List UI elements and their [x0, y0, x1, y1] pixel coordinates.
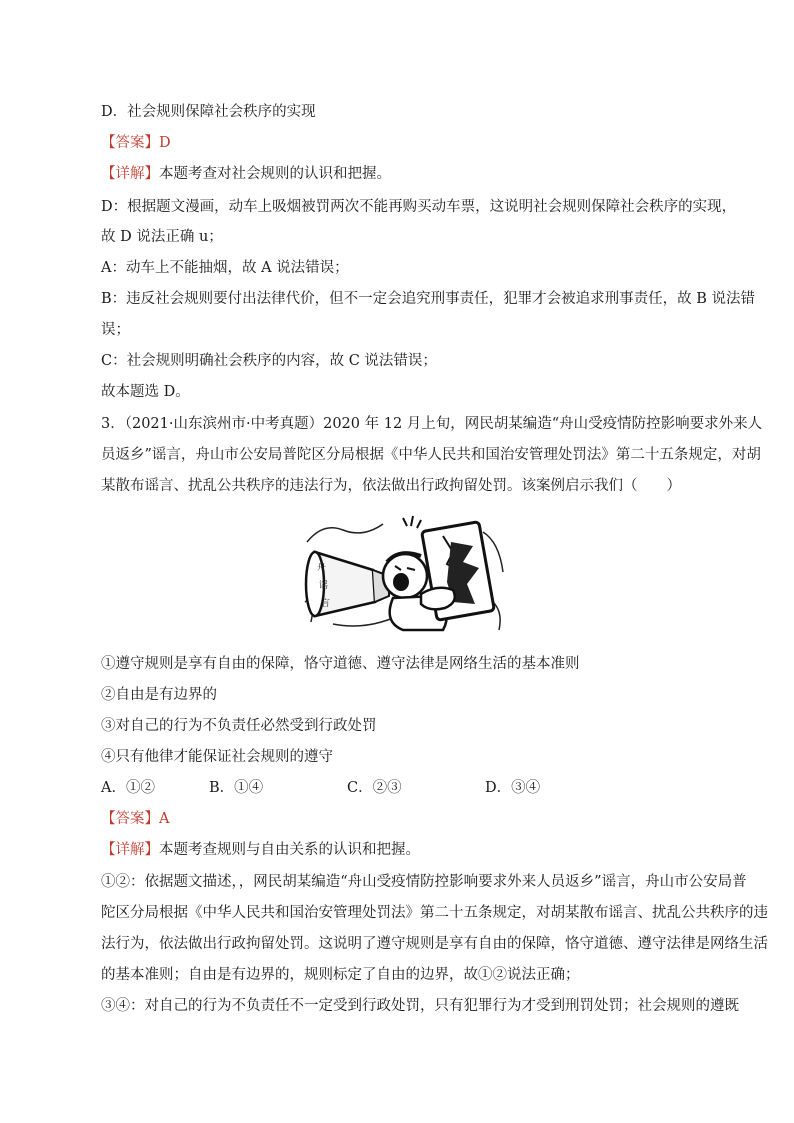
svg-text:谣: 谣	[319, 581, 329, 591]
explanation-text: 本题考查对社会规则的认识和把握。	[159, 166, 391, 182]
statement-3: ③对自己的行为不负责任必然受到行政处罚	[101, 718, 377, 734]
svg-text:言: 言	[321, 599, 331, 609]
explanation-line: 陀区分局根据《中华人民共和国治安管理处罚法》第二十五条规定，对胡某散布谣言、扰乱公共秩序的违	[101, 905, 768, 921]
explanation-line: C：社会规则明确社会秩序的内容，故 C 说法错误；	[101, 353, 437, 369]
explanation-text: 本题考查规则与自由关系的认识和把握。	[159, 842, 420, 858]
answer-label: 【答案】D	[101, 135, 171, 151]
svg-text:舟: 舟	[317, 563, 327, 573]
explanation-line: D：根据题文漫画，动车上吸烟被罚两次不能再购买动车票，这说明社会规则保障社会秩序的实现，	[101, 199, 737, 215]
explanation-heading	[101, 840, 420, 860]
option-d-text: D．社会规则保障社会秩序的实现	[101, 104, 316, 120]
answer-label: 【答案】A	[101, 811, 170, 827]
question-3-stem: 员返乡”谣言，舟山市公安局普陀区分局根据《中华人民共和国治安管理处罚法》第二十五条规定，对胡	[101, 447, 761, 463]
statement-2: ②自由是有边界的	[101, 687, 217, 703]
explanation-line: 故 D 说法正确 u；	[101, 229, 223, 245]
choice-b: B．①④	[209, 780, 264, 796]
choice-a: A．①②	[101, 780, 155, 796]
explanation-line: 误；	[101, 322, 130, 338]
question-3-stem: 某散布谣言、扰乱公共秩序的违法行为，依法做出行政拘留处罚。该案例启示我们（ ）	[101, 478, 681, 494]
choice-c: C．②③	[347, 780, 402, 796]
explanation-line: 故本题选 D。	[101, 384, 190, 400]
explanation-line: 的基本准则；自由是有边界的，规则标定了自由的边界，故①②说法正确；	[101, 967, 580, 983]
choice-d: D．③④	[485, 780, 541, 796]
explanation-line: B：违反社会规则要付出法律代价，但不一定会追究刑事责任，犯罪才会被追求刑事责任，故 B 说法错	[101, 291, 756, 307]
statement-1: ①遵守规则是享有自由的保障，恪守道德、遵守法律是网络生活的基本准则	[101, 656, 580, 672]
explanation-line: 法行为，依法做出行政拘留处罚。这说明了遵守规则是享有自由的保障，恪守道德、遵守法律是网络生活	[101, 936, 768, 952]
explanation-heading	[101, 164, 391, 184]
statement-4: ④只有他律才能保证社会规则的遵守	[101, 749, 333, 765]
question-3-stem: 3．（2021·山东滨州市·中考真题）2020 年 12 月上旬，网民胡某编造“舟山受疫情防控影响要求外来人	[101, 416, 763, 432]
explanation-label: 【详解】	[101, 842, 159, 858]
explanation-line: ③④：对自己的行为不负责任不一定受到行政处罚，只有犯罪行为才受到刑罚处罚；社会规则的遵既	[101, 998, 739, 1014]
explanation-line: ①②：依据题文描述，，网民胡某编造“舟山受疫情防控影响要求外来人员返乡”谣言，舟山市公安局普	[101, 874, 747, 890]
cartoon-megaphone-image	[303, 512, 511, 634]
explanation-label: 【详解】	[101, 166, 159, 182]
explanation-line: A：动车上不能抽烟，故 A 说法错误；	[101, 260, 349, 276]
